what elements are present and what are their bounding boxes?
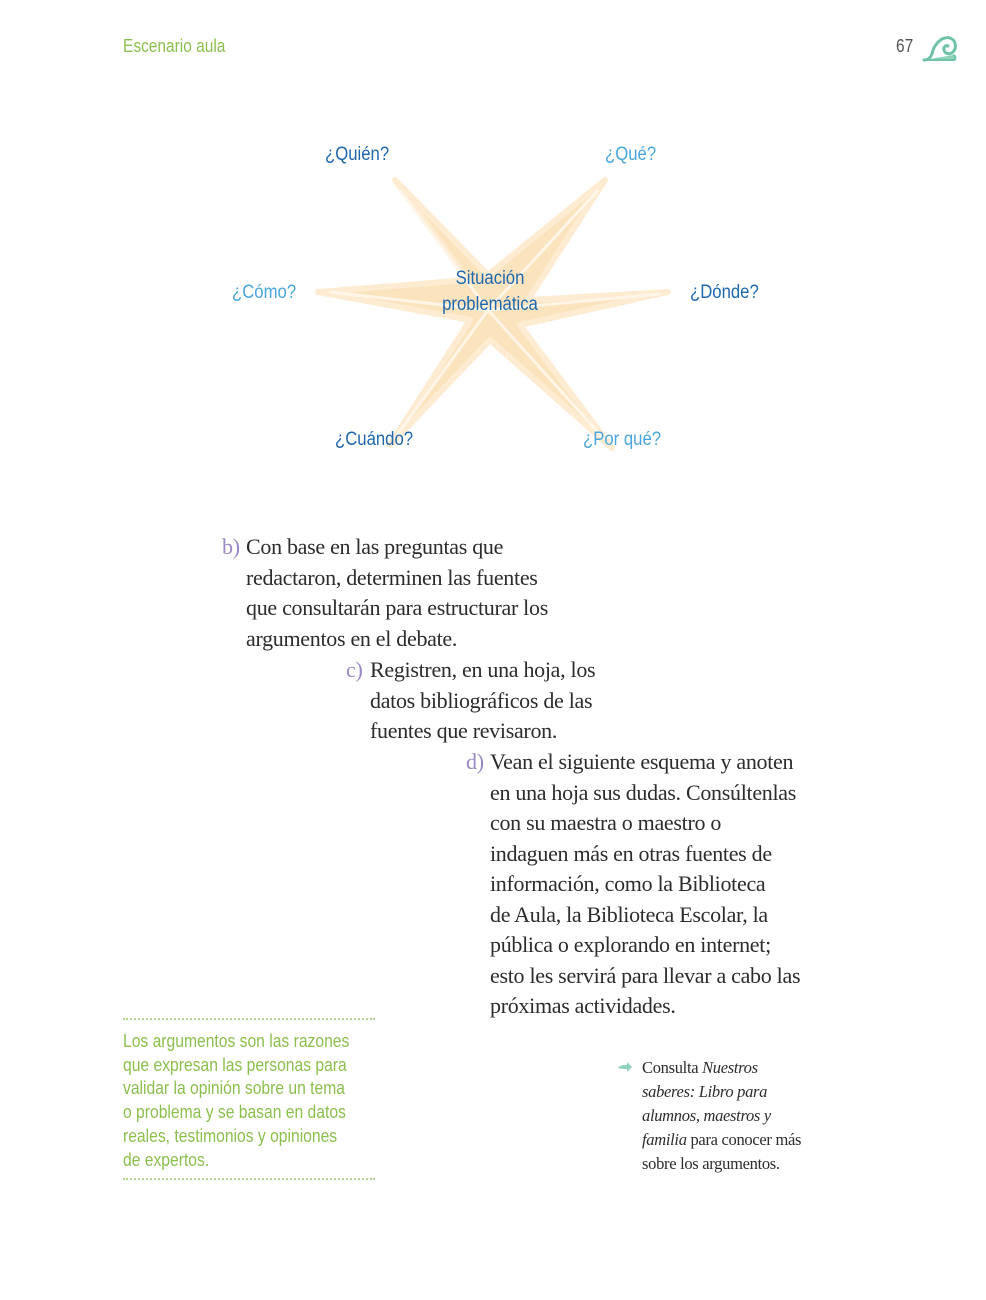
activity-line: con su maestra o maestro o <box>490 810 722 835</box>
arrow-right-icon <box>617 1061 633 1073</box>
activity-label: d) <box>466 749 484 774</box>
activity-line: próximas actividades. <box>490 993 676 1018</box>
side-note-line: o problema y se basan en datos <box>123 1102 346 1123</box>
activity-line: en una hoja sus dudas. Consúltenlas <box>490 779 797 805</box>
activity-c <box>346 655 596 747</box>
question-where: ¿Dónde? <box>690 282 759 303</box>
consult-text: sobre los argumentos. <box>642 1154 780 1173</box>
activity-d <box>466 747 801 1022</box>
book-title: saberes: Libro para <box>642 1082 768 1101</box>
activity-line: pública o explorando en internet; <box>490 932 771 957</box>
consult-prefix: Consulta <box>642 1058 703 1077</box>
book-title: Nuestros <box>702 1058 758 1077</box>
book-title: alumnos, maestros y <box>642 1106 771 1125</box>
question-when: ¿Cuándo? <box>335 429 414 450</box>
activity-line: que consultarán para estructurar los <box>246 595 548 620</box>
activity-b <box>222 532 548 654</box>
question-why: ¿Por qué? <box>583 429 662 450</box>
side-note <box>123 1018 375 1180</box>
activity-line: indaguen más en otras fuentes de <box>490 840 772 866</box>
activity-line: Con base en las preguntas que <box>246 534 504 559</box>
section-title: Escenario aula <box>123 36 226 56</box>
center-line-1: Situación <box>455 268 525 289</box>
side-note-line: Los argumentos son las razones <box>123 1031 350 1051</box>
activity-line: de Aula, la Biblioteca Escolar, la <box>490 901 768 927</box>
consult-note <box>642 1056 832 1176</box>
page-number: 67 <box>896 36 914 56</box>
book-title: familia <box>642 1130 687 1149</box>
activity-line: datos bibliográficos de las <box>370 687 593 713</box>
activity-line: argumentos en el debate. <box>246 625 458 651</box>
snail-icon <box>922 30 958 62</box>
question-what: ¿Qué? <box>605 144 657 165</box>
activity-line: esto les servirá para llevar a cabo las <box>490 962 801 988</box>
consult-text: para conocer más <box>686 1130 802 1149</box>
question-how: ¿Cómo? <box>232 282 297 303</box>
diagram-center-label <box>428 266 551 318</box>
side-note-line: de expertos. <box>123 1149 210 1170</box>
center-line-2: problemática <box>442 294 538 315</box>
activity-line: Vean el siguiente esquema y anoten <box>490 749 794 774</box>
side-note-line: que expresan las personas para <box>123 1054 347 1075</box>
activity-line: información, como la Biblioteca <box>490 871 766 896</box>
activity-line: redactaron, determinen las fuentes <box>246 564 538 590</box>
side-note-line: validar la opinión sobre un tema <box>123 1078 345 1099</box>
question-who: ¿Quién? <box>325 144 390 165</box>
side-note-line: reales, testimonios y opiniones <box>123 1125 338 1146</box>
activity-line: fuentes que revisaron. <box>370 718 558 743</box>
activity-label: b) <box>222 534 240 559</box>
activity-label: c) <box>346 657 363 682</box>
activity-line: Registren, en una hoja, los <box>370 657 596 682</box>
